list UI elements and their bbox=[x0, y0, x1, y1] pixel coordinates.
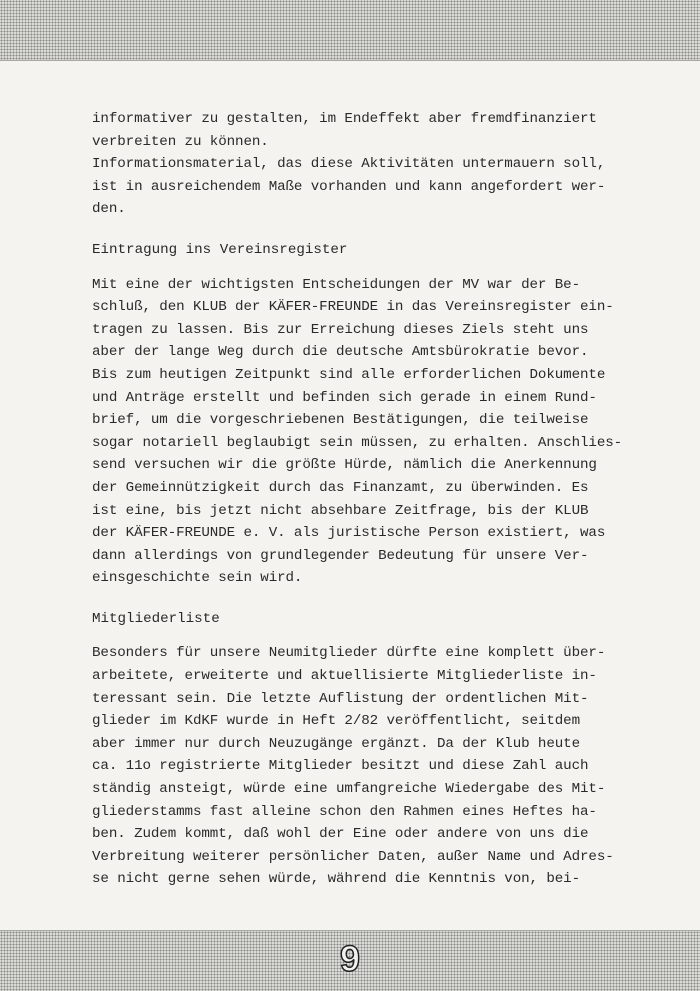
top-halftone-band bbox=[0, 0, 700, 61]
text-line: glieder im KdKF wurde in Heft 2/82 veröffentlicht, seitdem bbox=[92, 713, 581, 730]
text-line: Besonders für unsere Neumitglieder dürfte eine komplett über- bbox=[92, 645, 606, 662]
page-number: 9 bbox=[339, 938, 361, 979]
text-line: den. bbox=[92, 201, 126, 218]
paragraph-register bbox=[92, 274, 652, 590]
text-line: ben. Zudem kommt, daß wohl der Eine oder andere von uns die bbox=[92, 826, 589, 843]
text-line: send versuchen wir die größte Hürde, nämlich die Anerkennung bbox=[92, 457, 597, 474]
paragraph-intro bbox=[92, 108, 652, 221]
text-line: einsgeschichte sein wird. bbox=[92, 570, 303, 587]
paragraph-members bbox=[92, 642, 652, 891]
text-line: Mit eine der wichtigsten Entscheidungen der MV war der Be- bbox=[92, 276, 581, 293]
text-line: informativer zu gestalten, im Endeffekt aber fremdfinanziert bbox=[92, 111, 597, 127]
text-line: und Anträge erstellt und befinden sich gerade in einem Rund- bbox=[92, 389, 597, 406]
text-line: verbreiten zu können. bbox=[92, 133, 269, 150]
text-line: aber immer nur durch Neuzugänge ergänzt. Da der Klub heute bbox=[92, 735, 581, 752]
section-heading-register: Eintragung ins Vereinsregister bbox=[92, 241, 348, 258]
text-line: schluß, den KLUB der KÄFER-FREUNDE in das Vereinsregister ein- bbox=[92, 299, 614, 316]
text-line: ca. 11o registrierte Mitglieder besitzt und diese Zahl auch bbox=[92, 758, 589, 775]
text-line: arbeitete, erweiterte und aktuellisierte Mitgliederliste in- bbox=[92, 668, 597, 685]
text-line: se nicht gerne sehen würde, während die Kenntnis von, bei- bbox=[92, 871, 581, 888]
text-line: dann allerdings von grundlegender Bedeutung für unsere Ver- bbox=[92, 547, 589, 564]
text-line: Bis zum heutigen Zeitpunkt sind alle erforderlichen Dokumente bbox=[92, 366, 606, 383]
text-line: teressant sein. Die letzte Auflistung der ordentlichen Mit- bbox=[92, 690, 589, 707]
text-line: gliederstamms fast alleine schon den Rahmen eines Heftes ha- bbox=[92, 803, 597, 820]
text-line: der KÄFER-FREUNDE e. V. als juristische Person existiert, was bbox=[92, 525, 606, 542]
text-line: tragen zu lassen. Bis zur Erreichung dieses Ziels steht uns bbox=[92, 321, 589, 338]
page-content bbox=[92, 108, 652, 891]
text-line: der Gemeinnützigkeit durch das Finanzamt, zu überwinden. Es bbox=[92, 479, 589, 496]
text-line: Informationsmaterial, das diese Aktivitäten untermauern soll, bbox=[92, 156, 606, 173]
text-line: Verbreitung weiterer persönlicher Daten, außer Name und Adres- bbox=[92, 848, 614, 865]
text-line: ständig ansteigt, würde eine umfangreiche Wiedergabe des Mit- bbox=[92, 781, 606, 798]
text-line: brief, um die vorgeschriebenen Bestätigungen, die teilweise bbox=[92, 412, 589, 429]
text-line: ist eine, bis jetzt nicht absehbare Zeitfrage, bis der KLUB bbox=[92, 502, 589, 519]
text-line: ist in ausreichendem Maße vorhanden und kann angefordert wer- bbox=[92, 178, 606, 195]
text-line: sogar notariell beglaubigt sein müssen, zu erhalten. Anschlies- bbox=[92, 434, 623, 451]
section-heading-members: Mitgliederliste bbox=[92, 610, 220, 627]
text-line: aber der lange Weg durch die deutsche Amtsbürokratie bevor. bbox=[92, 344, 589, 361]
